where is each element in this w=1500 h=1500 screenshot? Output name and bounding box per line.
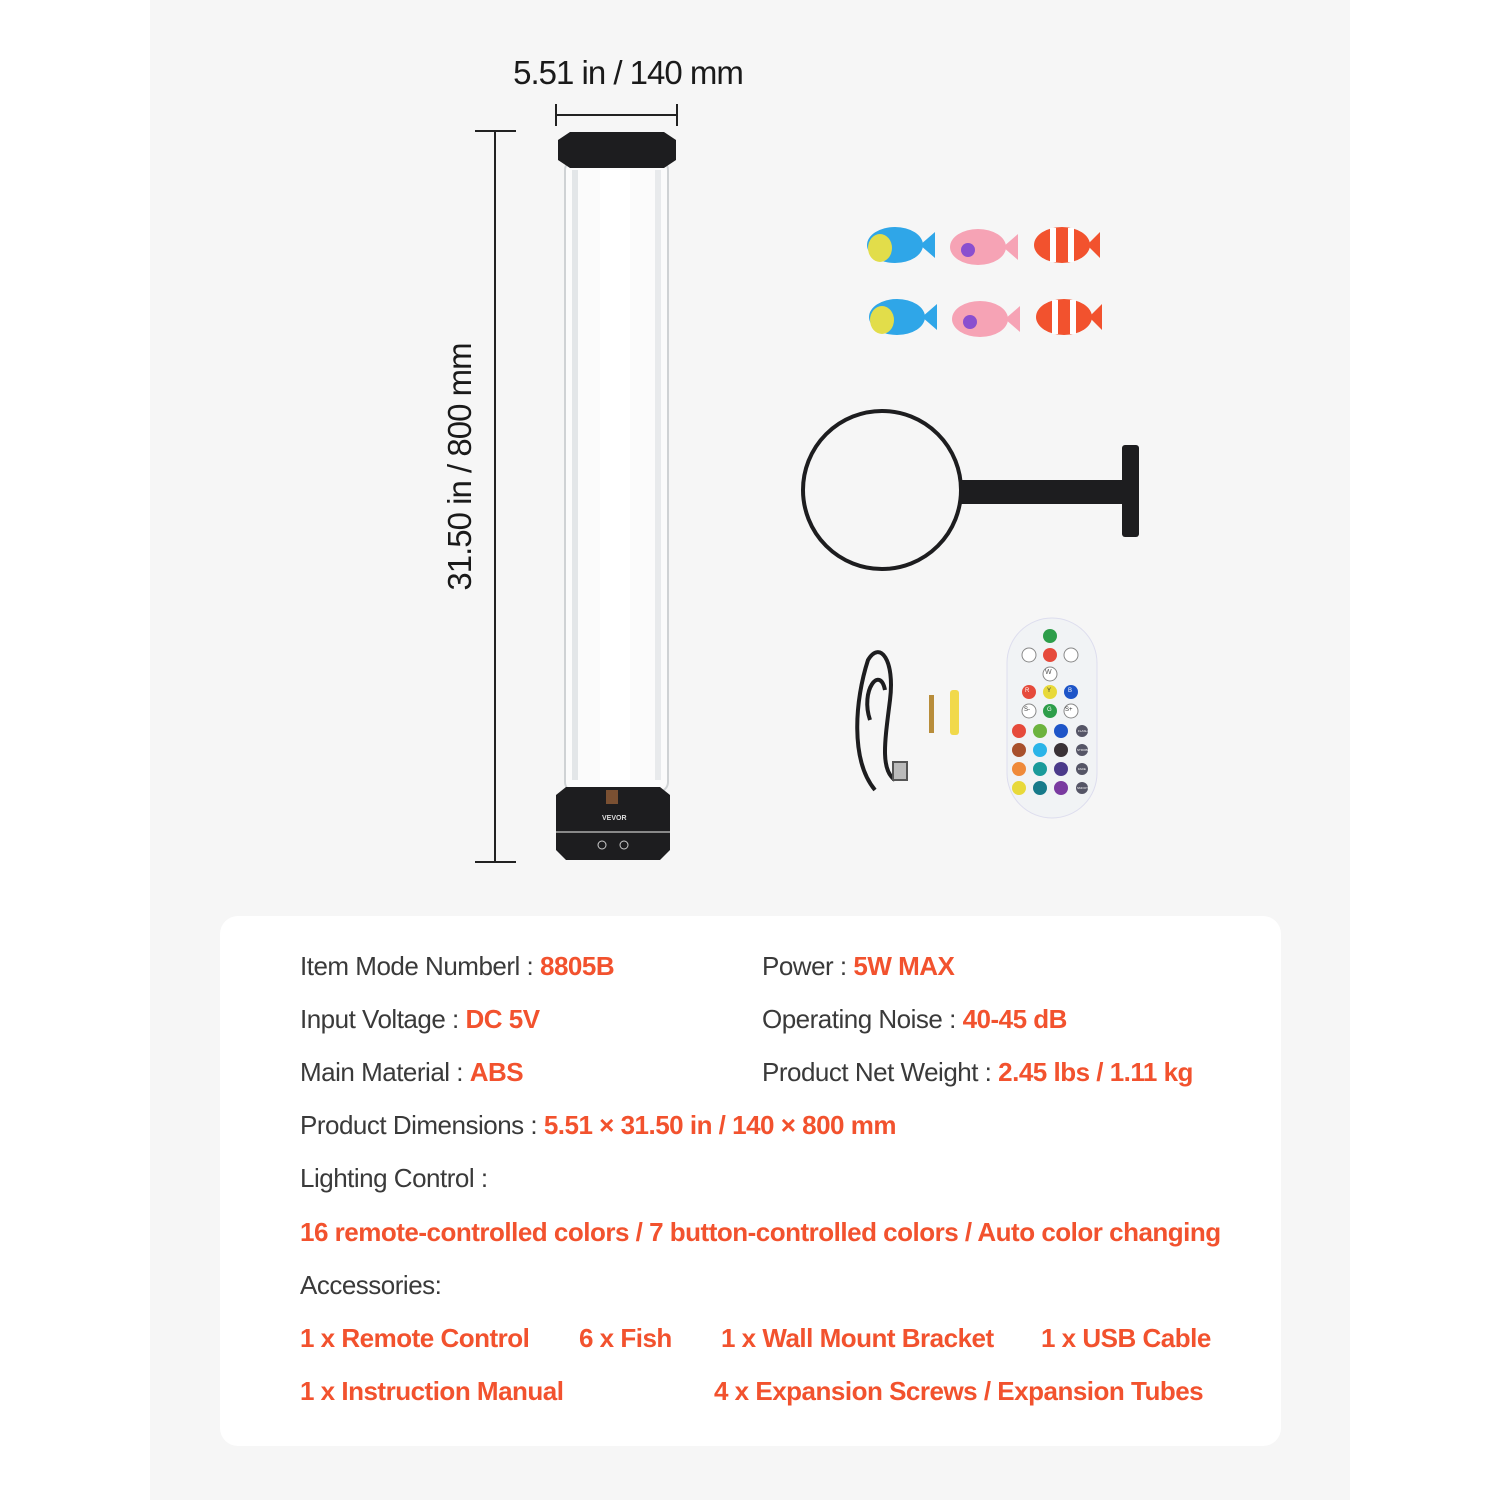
remote-button-strobe: STROBE: [1077, 748, 1090, 752]
fish-set: [867, 227, 1102, 337]
accessory-item: 6 x Fish: [579, 1323, 672, 1353]
fish-blue: [867, 227, 935, 263]
remote-button-g: G: [1047, 707, 1052, 713]
spec-lighting-label: Lighting Control :: [300, 1163, 488, 1193]
remote-button-w: W: [1045, 669, 1052, 676]
width-dimension-label: 5.51 in / 140 mm: [513, 54, 743, 91]
spec-power: Power : 5W MAX: [762, 951, 955, 981]
height-dimension-label: 31.50 in / 800 mm: [441, 343, 478, 591]
remote-button-b: B: [1068, 688, 1073, 694]
remote-button-flash: FLASH: [1078, 729, 1088, 733]
accessory-item: 1 x Instruction Manual: [300, 1376, 564, 1406]
fish-pink: [950, 229, 1018, 265]
remote-button-smooth: SMOOTH: [1077, 786, 1091, 790]
accessory-item: 1 x USB Cable: [1041, 1323, 1211, 1353]
bubble-lamp: [556, 132, 676, 860]
spec-model: Item Mode Numberl : 8805B: [300, 951, 615, 981]
fish-clown: [1036, 299, 1102, 335]
spec-noise: Operating Noise : 40-45 dB: [762, 1004, 1067, 1034]
fish-clown: [1034, 227, 1100, 263]
remote-button-r: R: [1025, 688, 1030, 694]
width-dimension-line: [556, 104, 677, 126]
height-dimension-line: [475, 131, 516, 862]
usb-cable: [857, 652, 907, 790]
fish-pink: [952, 301, 1020, 337]
spec-voltage: Input Voltage : DC 5V: [300, 1004, 540, 1034]
fish-blue: [869, 299, 937, 335]
wall-mount-bracket: [803, 411, 1139, 569]
screws-and-tubes: [929, 690, 959, 735]
spec-dimensions: Product Dimensions : 5.51 × 31.50 in / 140 × 800 mm: [300, 1110, 896, 1140]
accessory-item: 1 x Wall Mount Bracket: [721, 1323, 994, 1353]
remote-button-speed-down: S-: [1024, 707, 1030, 713]
spec-accessories-label: Accessories:: [300, 1270, 442, 1300]
spec-weight: Product Net Weight : 2.45 lbs / 1.11 kg: [762, 1057, 1193, 1087]
accessory-item: 4 x Expansion Screws / Expansion Tubes: [714, 1376, 1204, 1406]
brand-logo: VEVOR: [602, 815, 627, 822]
spec-material: Main Material : ABS: [300, 1057, 524, 1087]
remote-button-speed-up: S+: [1065, 707, 1073, 713]
spec-lighting-value: 16 remote-controlled colors / 7 button-controlled colors / Auto color changing: [300, 1217, 1221, 1247]
remote-button-y: Y: [1047, 688, 1052, 694]
remote-button-fade: FADE: [1078, 767, 1086, 771]
accessory-item: 1 x Remote Control: [300, 1323, 530, 1353]
